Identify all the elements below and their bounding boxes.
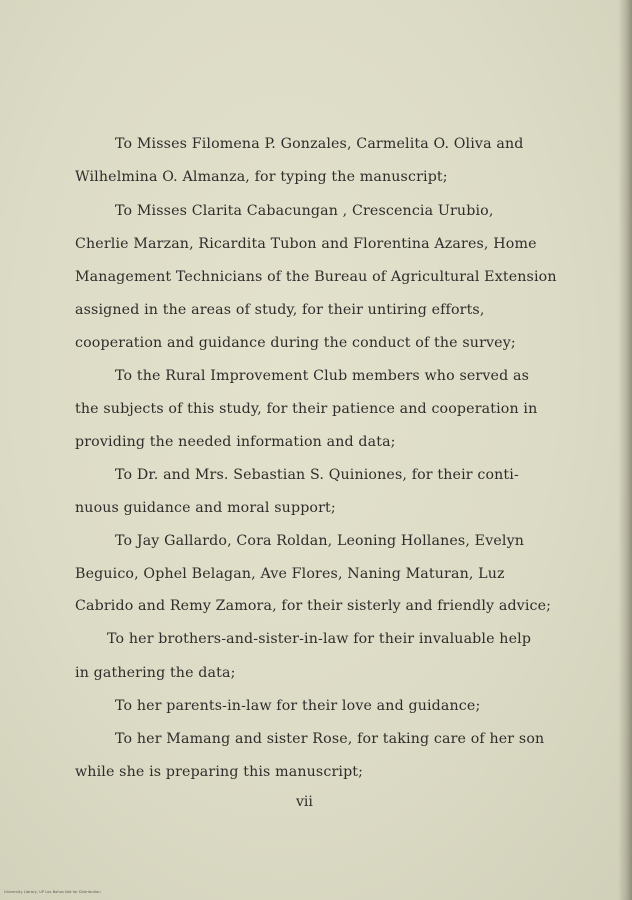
- text-line: To Misses Clarita Cabacungan , Crescencia Urubio,: [115, 203, 494, 219]
- text-line: To Dr. and Mrs. Sebastian S. Quiniones, for their conti-: [115, 467, 519, 483]
- text-line: To her Mamang and sister Rose, for taking care of her son: [115, 731, 545, 747]
- text-line: assigned in the areas of study, for their untiring efforts,: [75, 302, 485, 318]
- text-line: nuous guidance and moral support;: [75, 500, 336, 516]
- text-line: To Misses Filomena P. Gonzales, Carmelita O. Oliva and: [115, 136, 524, 152]
- text-line: To her parents-in-law for their love and guidance;: [115, 698, 481, 714]
- text-line: Cherlie Marzan, Ricardita Tubon and Florentina Azares, Home: [75, 236, 537, 252]
- page-number: vii: [296, 794, 313, 810]
- text-line: in gathering the data;: [75, 665, 236, 681]
- text-line: Wilhelmina O. Almanza, for typing the manuscript;: [75, 169, 448, 185]
- text-line: To Jay Gallardo, Cora Roldan, Leoning Hollanes, Evelyn: [115, 533, 525, 549]
- text-line: cooperation and guidance during the conduct of the survey;: [75, 335, 516, 351]
- text-line: providing the needed information and data;: [75, 434, 396, 450]
- text-line: To her brothers-and-sister-in-law for their invaluable help: [107, 631, 532, 647]
- text-line: the subjects of this study, for their patience and cooperation in: [75, 401, 538, 417]
- text-line: Beguico, Ophel Belagan, Ave Flores, Naning Maturan, Luz: [75, 566, 505, 582]
- text-line: Cabrido and Remy Zamora, for their sisterly and friendly advice;: [75, 598, 552, 614]
- scan-footer-note: University Library, UP Los Baños Not for Distribution: [4, 890, 101, 894]
- text-line: Management Technicians of the Bureau of Agricultural Extension: [75, 269, 557, 285]
- text-line: To the Rural Improvement Club members who served as: [115, 368, 529, 384]
- text-line: while she is preparing this manuscript;: [75, 764, 364, 780]
